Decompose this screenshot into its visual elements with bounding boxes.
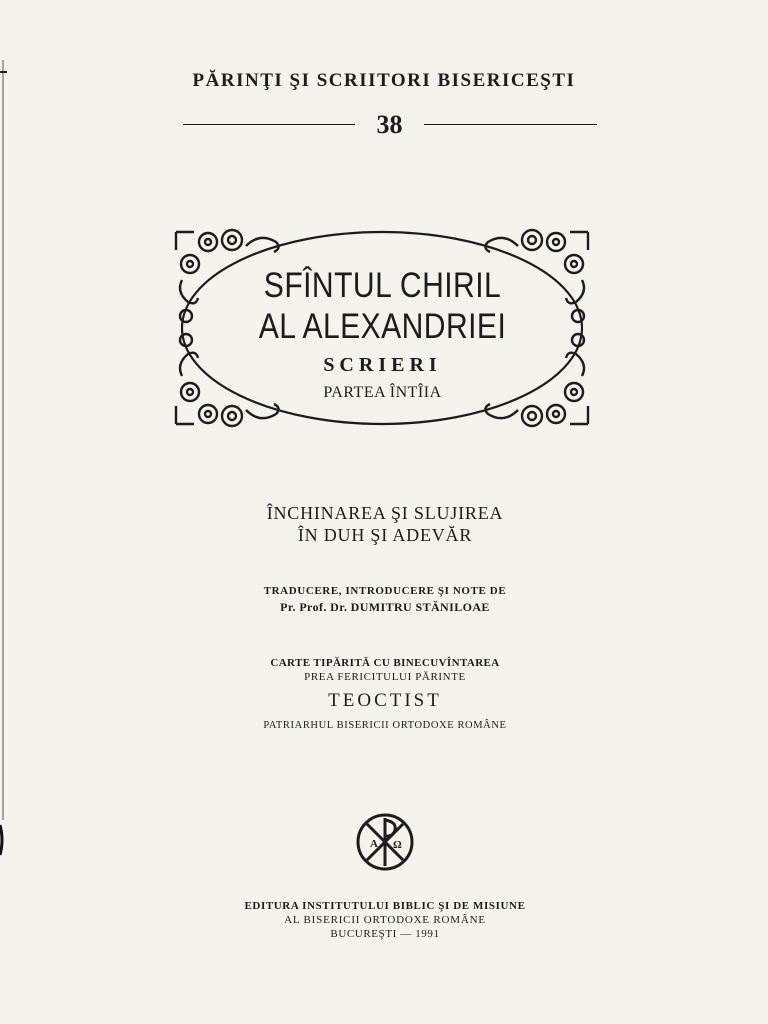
translator-name: Pr. Prof. Dr. DUMITRU STĂNILOAE: [280, 600, 490, 614]
work-title-line1: ÎNCHINAREA ŞI SLUJIREA: [266, 503, 504, 523]
series-title: PĂRINŢI ŞI SCRIITORI BISERICEŞTI: [192, 70, 576, 91]
author-name-line2: AL ALEXANDRIEI: [258, 307, 507, 346]
patriarch-name: TEOCTIST: [328, 690, 442, 711]
blessing-line1: CARTE TIPĂRITĂ CU BINECUVÎNTAREA: [270, 657, 500, 669]
author-name-line1: SFÎNTUL CHIRIL: [263, 266, 502, 305]
patriarch-title: PATRIARHUL BISERICII ORTODOXE ROMÂNE: [263, 720, 507, 731]
page-edge-shadow: [0, 0, 8, 1024]
publisher-line1: EDITURA INSTITUTULUI BIBLIC ŞI DE MISIUNE: [244, 900, 526, 912]
corner-ornament-bottom-left-icon: [176, 334, 279, 426]
blessing-line2: PREA FERICITULUI PĂRINTE: [304, 671, 466, 683]
publisher-place-year: BUCUREŞTI — 1991: [330, 928, 440, 940]
work-title-line2: ÎN DUH ŞI ADEVĂR: [297, 525, 473, 545]
publisher-line2: AL BISERICII ORTODOXE ROMÂNE: [284, 914, 486, 926]
chi-rho-alpha-omega-icon: [355, 812, 415, 872]
translation-credit-label: TRADUCERE, INTRODUCERE ŞI NOTE DE: [263, 585, 507, 597]
divider-left: [183, 124, 355, 125]
volume-number: 38: [376, 110, 403, 139]
omega-letter: Ω: [393, 839, 402, 851]
collection-label: SCRIERI: [323, 354, 442, 376]
corner-ornament-bottom-right-icon: [485, 334, 588, 426]
alpha-letter: Α: [370, 838, 378, 850]
divider-right: [424, 124, 597, 125]
part-label: PARTEA ÎNTÎIA: [323, 384, 442, 401]
